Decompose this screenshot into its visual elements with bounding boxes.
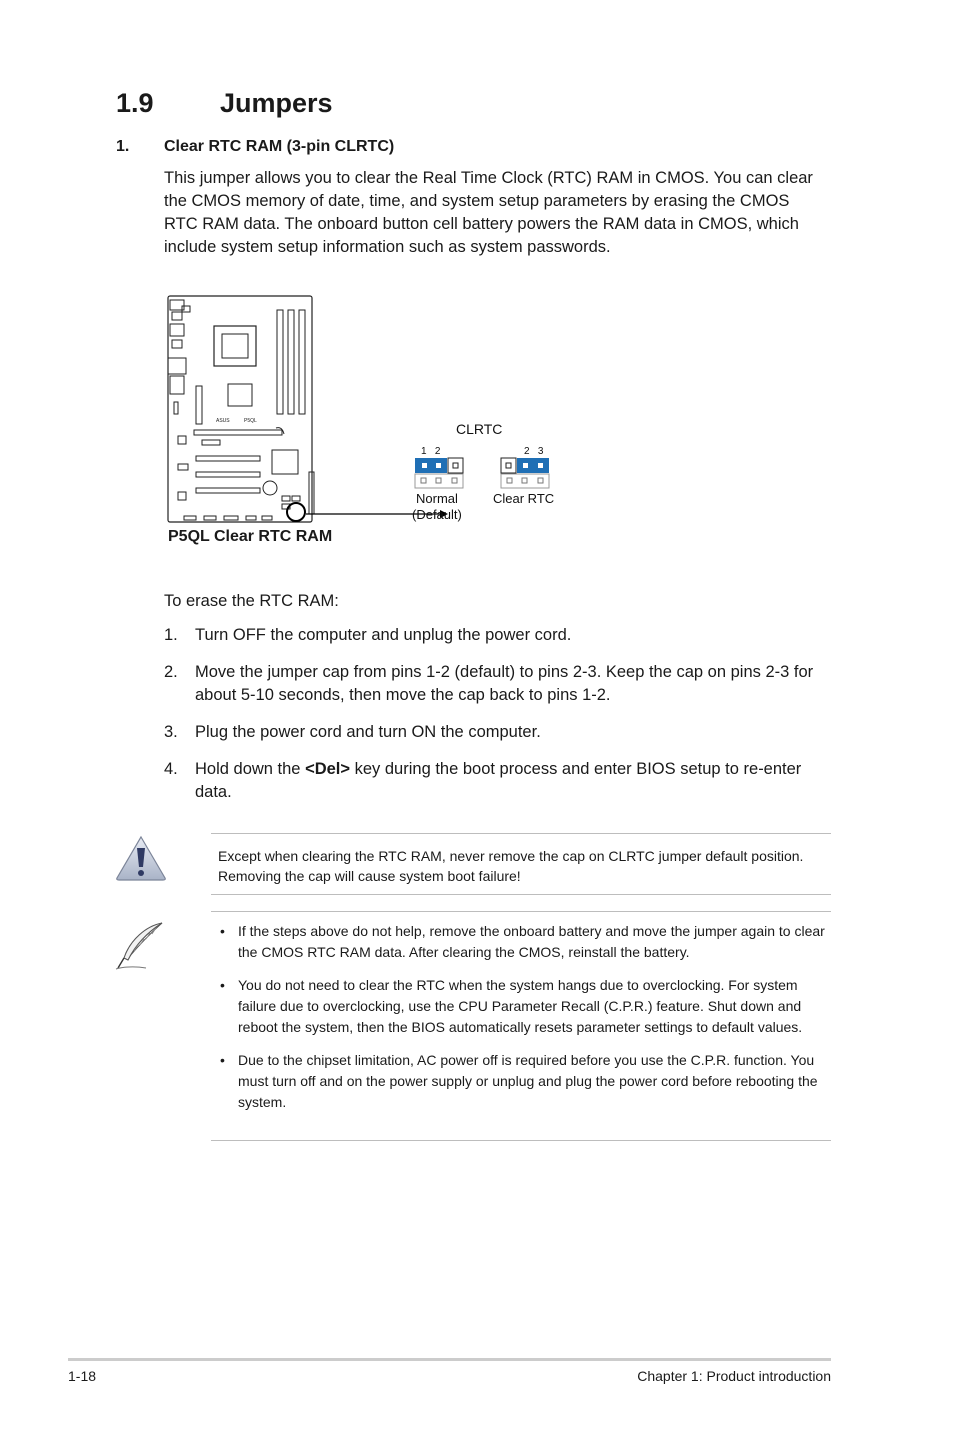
clear-pin-numbers: 2 3 <box>524 446 544 457</box>
procedure-steps <box>164 624 836 818</box>
note-list <box>211 921 831 1113</box>
clrtc-diagram <box>164 290 664 560</box>
warning-text: Except when clearing the RTC RAM, never remove the cap on CLRTC jumper default position. Removing the cap will cause system boot failure! <box>218 848 804 884</box>
feather-pen-icon <box>112 920 166 972</box>
jumper-cap-clear <box>517 458 549 473</box>
item-description: This jumper allows you to clear the Real Time Clock (RTC) RAM in CMOS. You can clear the CMOS memory of date, time, and system setup parameters by erasing the CMOS RTC RAM data. The onboard button cell battery powers the RAM data in CMOS, which include system setup information such as system passwords. <box>164 169 813 256</box>
normal-default-label: (Default) <box>412 507 462 522</box>
item-heading <box>116 138 394 156</box>
page-number: 1-18 <box>68 1368 97 1384</box>
normal-pin-numbers: 1 2 <box>421 446 441 457</box>
section-title-text: Jumpers <box>220 88 333 118</box>
board-brand: ASUS <box>216 418 230 424</box>
warning-icon <box>114 834 168 882</box>
warning-notice <box>211 833 831 895</box>
jumper-cap-normal <box>415 458 447 473</box>
clear-rtc-label: Clear RTC <box>493 491 555 506</box>
normal-label: Normal <box>416 491 458 506</box>
list-item: 4. Hold down the <Del> key during the boot process and enter BIOS setup to re-enter data. <box>164 760 802 801</box>
procedure-intro: To erase the RTC RAM: <box>164 592 339 610</box>
list-item: 3. Plug the power cord and turn ON the computer. <box>164 723 541 741</box>
list-item: • Due to the chipset limitation, AC power off is required before you use the C.P.R. function. You must turn off and on the power supply or unplug and plug the power cord before rebooting the system. <box>220 1052 818 1110</box>
chapter-title: Chapter 1: Product introduction <box>637 1368 831 1384</box>
footer-divider <box>68 1358 831 1361</box>
jumper-label: CLRTC <box>456 421 503 437</box>
item-number: 1. <box>116 138 130 155</box>
list-item: 1. Turn OFF the computer and unplug the power cord. <box>164 626 572 644</box>
section-title <box>116 88 333 119</box>
board-model: P5QL <box>244 418 257 424</box>
list-item: • You do not need to clear the RTC when the system hangs due to overclocking. For system failure due to overclocking, use the CPU Parameter Recall (C.P.R.) feature. Shut down and reboot the system, then the BIOS automatically resets parameter settings to default values. <box>220 977 803 1035</box>
note-notice <box>211 911 831 1141</box>
list-item: • If the steps above do not help, remove the onboard battery and move the jumper again to clear the CMOS RTC RAM data. After clearing the CMOS, reinstall the battery. <box>220 923 825 960</box>
list-item: 2. Move the jumper cap from pins 1-2 (default) to pins 2-3. Keep the cap on pins 2-3 for about 5-10 seconds, then move the cap back to pins 1-2. <box>164 663 814 704</box>
item-heading-text: Clear RTC RAM (3-pin CLRTC) <box>164 138 395 155</box>
section-number: 1.9 <box>116 88 154 118</box>
diagram-caption: P5QL Clear RTC RAM <box>168 528 333 545</box>
del-key: <Del> <box>305 760 351 778</box>
